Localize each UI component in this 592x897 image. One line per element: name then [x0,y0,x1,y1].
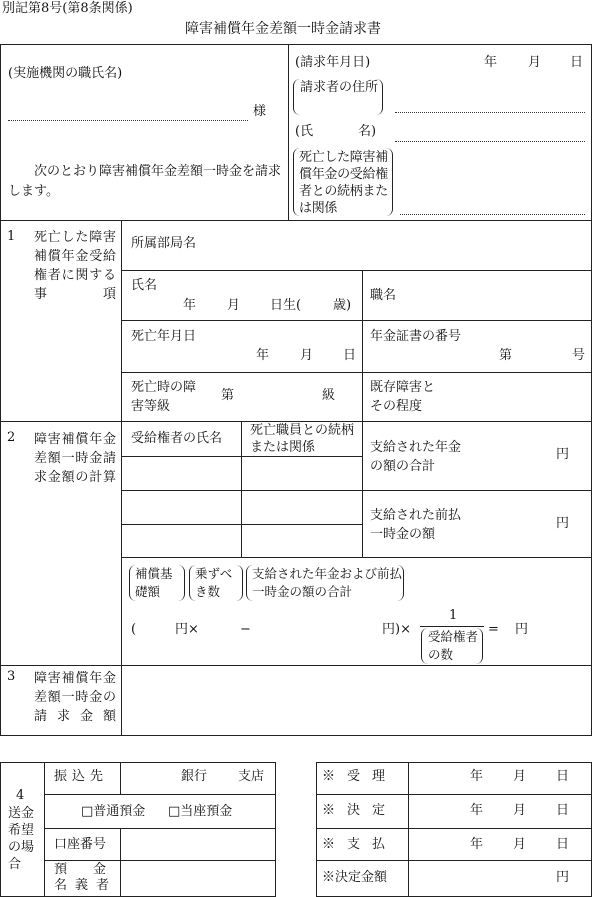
branch-label: 支店 [238,769,265,784]
grade-suffix: 級 [322,388,336,403]
advance-payment-yen: 円 [556,516,570,531]
checking-deposit-checkbox[interactable]: □当座預金 [168,804,233,819]
section3-heading: 障害補償年金差額一時金の請求金額 [34,671,116,724]
org-name-field[interactable] [8,120,248,121]
address-label: 請求者の住所 [300,80,379,95]
holder-label-2: 名義者 [54,878,118,893]
formula-result-yen: 円 [515,622,529,637]
name-label-open: (氏 [295,124,314,139]
received-label: ※受理 [322,769,398,784]
decided-day: 日 [556,803,570,818]
relation-column: 死亡職員との続柄または関係 [250,423,355,455]
grade-prefix: 第 [221,388,235,403]
pension-no-prefix: 第 [499,348,513,363]
requester-name-field[interactable] [395,141,585,142]
birth-year: 年 [183,298,197,313]
formula-yen-close: 円)× [382,622,411,637]
bank-label: 銀行 [181,769,208,784]
decided-amount-label: ※決定金額 [322,870,388,885]
date-day: 日 [570,55,584,70]
recipient-row[interactable] [122,457,361,489]
decided-month: 月 [513,803,527,818]
existing-disability-label: 既存障害とその程度 [370,380,436,414]
paid-month: 月 [513,837,527,852]
transfer-label: 振込先 [54,769,109,784]
holder-label-1: 預金 [54,862,133,877]
account-number-label: 口座番号 [54,837,107,852]
section1-heading: 死亡した障害補償年金受給権者に関する事項 [34,230,116,302]
date-month: 月 [528,55,542,70]
section1-number: 1 [7,229,16,244]
formula-paid-total: 支給された年金および前払一時金の額の合計 [252,566,403,599]
formula-equals: = [488,622,499,637]
request-text: 次のとおり障害補償年金差額一時金を請求します。 [8,164,282,199]
grade-label: 死亡時の障害等級 [131,380,197,414]
org-label: (実施機関の職氏名) [8,66,123,81]
dept-label: 所属部局名 [131,236,197,251]
paid-year: 年 [470,837,484,852]
deceased-name-label: 氏名 [131,278,158,293]
decided-amount-yen: 円 [556,870,570,885]
pension-no-label: 年金証書の番号 [370,329,462,344]
relation-label: 死亡した障害補償年金の受給権者との続柄または関係 [299,150,388,216]
date-label: (請求年月日) [295,55,371,70]
job-label: 職名 [370,288,397,303]
section2-number: 2 [7,430,16,445]
account-number-field[interactable] [121,829,275,860]
death-day: 日 [343,348,357,363]
section4-number: 4 [16,788,25,803]
section2-heading: 障害補償年金差額一時金請求金額の計算 [34,432,116,485]
form-number: 別記第8号(第8条関係) [2,1,133,16]
form-title: 障害補償年金差額一時金請求書 [185,21,381,37]
advance-payment-label: 支給された前払一時金の額 [370,508,462,542]
received-year: 年 [470,769,484,784]
account-holder-field[interactable] [121,861,275,895]
recipient-row[interactable] [122,491,361,523]
decided-year: 年 [470,803,484,818]
formula-minus: − [240,622,251,637]
death-year: 年 [256,348,270,363]
honorific: 様 [253,104,267,119]
formula-multiplier: 乗ずべき数 [195,566,233,599]
formula-denominator: 受給権者の数 [428,629,479,662]
recipient-name-column: 受給権者の氏名 [131,431,223,446]
section4-heading: 送金希望の場合 [8,806,35,872]
date-year: 年 [484,55,498,70]
fraction-bar [420,626,484,627]
formula-base: 補償基礎額 [135,566,173,599]
received-day: 日 [556,769,570,784]
death-date-label: 死亡年月日 [131,329,197,344]
death-month: 月 [300,348,314,363]
relation-field[interactable] [400,214,585,215]
age-suffix: 歳) [333,298,352,313]
pension-no-suffix: 号 [572,348,586,363]
formula-yen-times: 円× [175,622,199,637]
paid-pension-label: 支給された年金の額の合計 [370,440,462,474]
recipient-row[interactable] [122,525,361,556]
formula-open: ( [131,622,137,637]
received-month: 月 [513,769,527,784]
address-field[interactable] [395,112,585,113]
section3-number: 3 [7,669,16,684]
birth-day-suffix: 日生( [270,298,302,313]
ordinary-deposit-checkbox[interactable]: □普通預金 [81,804,146,819]
birth-month: 月 [227,298,241,313]
paid-day: 日 [556,837,570,852]
claim-amount-field[interactable] [122,666,591,734]
name-label-close: 名) [358,124,377,139]
formula-numerator: 1 [449,608,458,623]
paid-label: ※支払 [322,837,398,852]
paid-pension-yen: 円 [556,447,570,462]
decided-label: ※決定 [322,803,398,818]
